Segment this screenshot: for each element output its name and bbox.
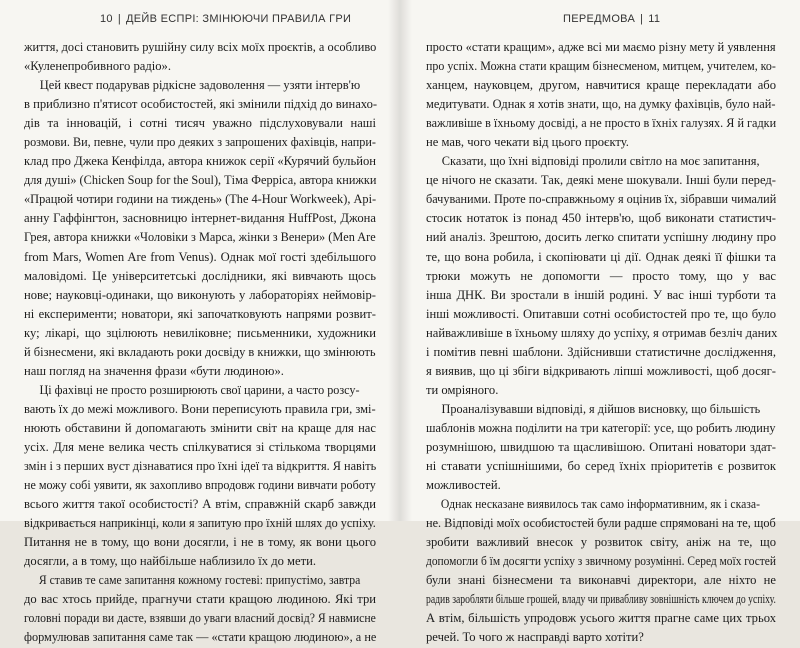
- text-line: речей. То чого ж насправді варто хотіти?: [426, 630, 644, 645]
- text-line: важливіше в їхньому досвіді, а не просто в їхніх галузях. Я й гадки: [426, 116, 777, 131]
- text-line: були знані бізнесмени та виконавчі директори, але ніхто не: [426, 573, 776, 588]
- text-line: допомогли б їм досягти успіху з звичному розумінні. Серед моїх гостей: [426, 554, 777, 569]
- text-line: ні ставати успішнішими, бо серед їхніх пріоритетів є розвиток: [426, 459, 776, 474]
- text-line: розумнішою, швидшою та щасливішою. Опитані новатори здат-: [426, 439, 776, 454]
- text-line: до вас хтось прийде, прагнучи стати кращою людиною. Які три: [24, 592, 376, 607]
- right-page: [400, 0, 800, 645]
- text-line: нове; науковці-одинаки, що виконують у лабораторіях неймовір-: [24, 287, 376, 302]
- text-line: А втім, більшість упродовж усього життя прагне саме цих трьох: [426, 611, 776, 626]
- text-line: нюють обставини й допомагають змінити світ на краще для нас: [24, 420, 376, 435]
- text-line: from Mars, Women Are from Venus). Однак мої гості здебільшого: [24, 249, 376, 264]
- text-line: клад про Джека Кенфілда, автора книжок серії «Курячий бульйон: [24, 154, 376, 169]
- text-line: дів та інновацій, і сотні тисяч уважно підслуховували наші: [24, 116, 376, 131]
- right-body-text: [426, 38, 776, 648]
- text-line: не. Відповіді моїх особистостей були радше спрямовані на те, щоб: [426, 516, 776, 531]
- text-line: відкривається наприкінці, коли я запитую про їхній шлях до успіху.: [24, 516, 376, 531]
- text-line: радив заробляти більше грошей, владу чи привабливу зовнішність ключем до успіху.: [426, 592, 776, 607]
- header-separator: |: [640, 13, 644, 25]
- text-line: маловідомі. Це університетські дослідники, які вивчають щось: [24, 268, 376, 283]
- text-line: всього життя такої особистості? А втім, справжній скарб завжди: [24, 497, 376, 512]
- text-line: не мав, чого чекати від цього проєкту.: [426, 135, 629, 150]
- text-line: ні експерименти; новатори, які започатковують напрями розвит-: [24, 306, 376, 321]
- text-line: Я ставив те саме запитання кожному гостеві: припустімо, завтра: [38, 573, 361, 588]
- text-line: й бізнесмени, які вкладають роки досвіду в книжки, що змінюють: [24, 344, 376, 359]
- text-line: ти омріяного.: [426, 382, 499, 397]
- text-line: формулював запитання саме так — «стати кращою людиною», а не: [24, 630, 377, 645]
- text-line: Проаналізувавши відповіді, я дійшов висновку, що більшість: [441, 401, 761, 416]
- text-line: інша ДНК. Ви зростали в іншій родині. У вас інші турботи та: [426, 287, 776, 302]
- text-line: Грея, автора книжки «Чоловіки з Марса, жінки з Венери» (Men Are: [24, 230, 376, 245]
- text-line: вають їх до межі можливого. Вони переписують правила гри, змі-: [24, 401, 376, 416]
- text-line: це нічого не сказати. Так, деякі мене шокували. Інші були перед-: [426, 173, 776, 188]
- text-line: головні поради ви дасте, взявши до уваги власний досвід? Я навмисне: [24, 611, 376, 626]
- text-line: медитувати. Однак я хотів знати, що, на думку фахівців, було най-: [426, 97, 776, 112]
- text-line: Цей квест подарував рідкісне задоволення — узяти інтерв'ю: [39, 78, 361, 93]
- right-page-number: 11: [648, 13, 661, 25]
- text-line: просто «стати кращим», адже всі ми маємо різну мету й уявлення: [426, 40, 776, 54]
- text-line: можливостей.: [426, 478, 501, 493]
- text-line: для душі» (Chicken Soup for the Soul), Тіма Ферріса, автора книжки: [24, 173, 377, 188]
- text-line: найважливіше в їхньому шляху до успіху, я отримав безліч даних: [426, 325, 778, 340]
- text-line: анну Гаффінгтон, засновницю інтернет-видання HuffPost, Джона: [24, 211, 376, 226]
- text-line: ний аналіз. Зрештою, досить легко спитати успішну людину про: [426, 230, 776, 245]
- right-running-title: ПЕРЕДМОВА: [563, 13, 636, 25]
- text-line: Сказати, що їхні відповіді пролили світло на моє запитання,: [441, 154, 760, 169]
- left-page: [0, 0, 400, 645]
- left-page-number: 10: [100, 13, 113, 25]
- left-running-title: ДЕЙВ ЕСПРІ: ЗМІНЮЮЧИ ПРАВИЛА ГРИ: [126, 13, 352, 25]
- right-running-head: [563, 13, 660, 25]
- text-line: ку; лікарі, що зцілюють невиліковне; письменники, художники: [24, 325, 376, 340]
- text-line: життя, досі становить рушійну силу всіх моїх проєктів, а особливо: [24, 40, 377, 54]
- text-line: про успіх. Можна стати кращим бізнесменом, митцем, учителем, ко-: [426, 59, 776, 74]
- left-body-text: [24, 38, 376, 648]
- text-line: шаблонів можна поділити на три категорії: усе, що робить людину: [426, 420, 776, 435]
- text-line: трюки можуть не допомогти — просто тому, що у вас: [426, 268, 776, 283]
- text-line: змін і з перших вуст дізнаватися про їхні ідеї та відкриття. Я навіть: [24, 459, 377, 474]
- text-line: бачуваними. Проте по-справжньому я оцінив їх, зібравши чималий: [426, 192, 777, 207]
- left-running-head: [100, 13, 351, 25]
- text-line: зробити важливий внесок у розвиток світу, аніж на те, що: [426, 535, 776, 550]
- text-line: Питання не в тому, що вони досягли, і не в тому, як вони цього: [24, 535, 376, 550]
- text-line: усіх. Для мене велика честь спілкуватися зі стількома творцями: [24, 439, 376, 454]
- text-line: стосик нотаток із понад 450 інтерв'ю, щоб виконати статистич-: [426, 211, 776, 226]
- text-line: досягли, а в тому, що найбільше наблизило їх до мети.: [24, 554, 316, 569]
- text-line: Однак несказане виявилось так само інформативним, як і сказа-: [440, 497, 761, 512]
- header-separator: |: [117, 13, 122, 25]
- text-line: і помітив певні шаблони. Здійснивши статистичне дослідження,: [426, 344, 776, 359]
- text-line: ханцем, науковцем, другом, навчитися краще перекладати або: [426, 78, 776, 93]
- text-line: в приблизно п'ятисот особистостей, які змінили підхід до винахо-: [24, 97, 378, 112]
- text-line: розмови. Ви, певне, чули про деяких з запрошених фахівців, напри-: [24, 135, 376, 150]
- text-line: «Працюй чотири години на тиждень» (The 4-Hour Workweek), Арі-: [24, 192, 377, 207]
- text-line: інші можливості. Опитавши сотні особистостей про те, що було: [426, 306, 776, 321]
- text-line: Ці фахівці не просто розширюють свої царини, а часто розсу-: [39, 382, 360, 397]
- text-line: я виявив, що ці збіги відкривають ліпші можливості, щоб досяг-: [426, 363, 776, 378]
- text-line: наш погляд на значення фрази «бути людиною».: [24, 363, 284, 378]
- text-line: не можу собі уявити, як захопливо впродовж години вивчати роботу: [24, 478, 376, 493]
- text-line: те, що вона робила, і скопіювати ці дії. Однак деякі її фішки та: [426, 249, 776, 264]
- text-line: «Куленепробивного радіо».: [24, 59, 171, 74]
